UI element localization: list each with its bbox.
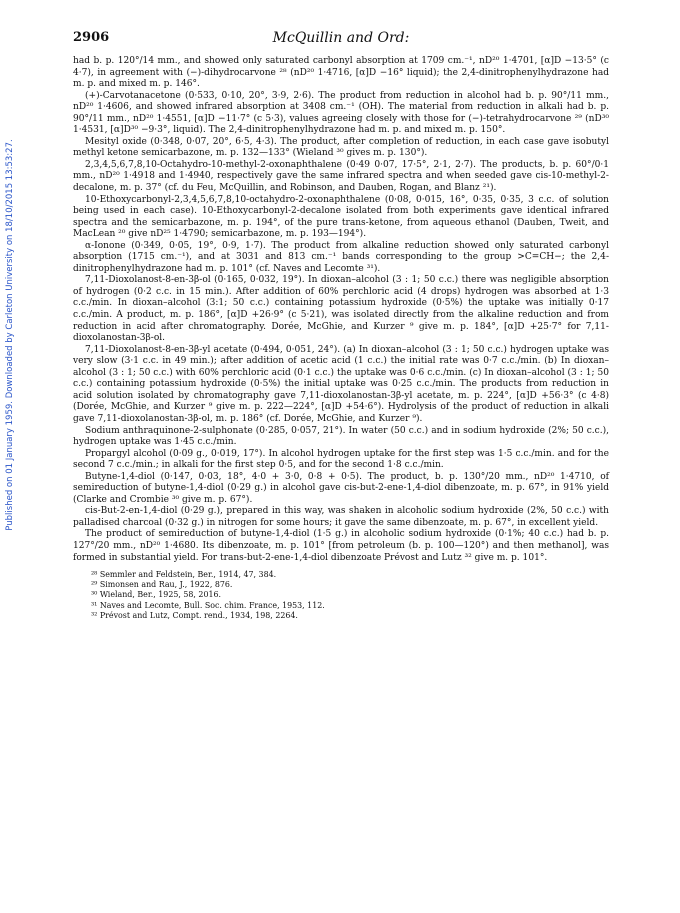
running-title: McQuillin and Ord: — [272, 30, 410, 46]
footnote-references — [73, 570, 609, 621]
paragraph: α-Ionone (0·349, 0·05, 19°, 0·9, 1·7). The product from alkaline reduction showed only saturated carbonyl absorption (1715 cm.⁻¹), and at 3031 and 813 cm.⁻¹ bands corresponding to the group >C=CH−; the 2,4-dinitrophenylhydrazone had m. p. 101° (cf. Naves and Lecomte ³¹). — [73, 240, 609, 274]
paragraph: The product of semireduction of butyne-1,4-diol (1·5 g.) in alcoholic sodium hydroxide (0·1%; 40 c.c.) had b. p. 127°/20 mm., nD²⁰ 1·4680. Its dibenzoate, m. p. 101° [from petroleum (b. p. 100—120°) and then methanol], was formed in substantial yield. For trans-but-2-ene-1,4-diol dibenzoate Prévost and Lutz ³² give m. p. 101°. — [73, 529, 609, 563]
reference-item: ²⁹ Simonsen and Rau, J., 1922, 876. — [91, 580, 233, 590]
paragraph: 7,11-Dioxolanost-8-en-3β-ol (0·165, 0·032, 19°). In dioxan–alcohol (3 : 1; 50 c.c.) there was negligible absorption of hydrogen (0·2 c.c. in 15 min.). After addition of 60% perchloric acid (4 drops) hydrogen was absorbed at 1·3 c.c./min. In dioxan–alcohol (3:1; 50 c.c.) containing potassium hydroxide (0·5%) the uptake was initially 0·17 c.c./min. A product, m. p. 186°, [α]D +26·9° (c 5·21), was isolated directly from the alkaline reduction and from reduction in acid after chromatography. Dorée, McGhie, and Kurzer ⁹ give m. p. 184°, [α]D +25·7° for 7,11-dioxolanostan-3β-ol. — [73, 275, 609, 344]
reference-item: ²⁸ Semmler and Feldstein, Ber., 1914, 47, 384. — [91, 570, 277, 580]
paragraph: had b. p. 120°/14 mm., and showed only saturated carbonyl absorption at 1709 cm.⁻¹, nD²⁰ 1·4701, [α]D −13·5° (c 4·7), in agreement with (−)-dihydrocarvone ²⁸ (nD²⁰ 1·4716, [α]D −16° liquid); the 2,4-dinitrophenylhydrazone had m. p. and mixed m. p. 146°. — [73, 56, 609, 90]
paragraph: Mesityl oxide (0·348, 0·07, 20°, 6·5, 4·3). The product, after completion of reduction, in each case gave isobutyl methyl ketone semicarbazone, m. p. 132—133° (Wieland ³⁰ gives m. p. 130°). — [73, 136, 609, 159]
paragraph: Propargyl alcohol (0·09 g., 0·019, 17°). In alcohol hydrogen uptake for the first step was 1·5 c.c./min. and for the second 7 c.c./min.; in alkali for the first step 0·5, and for the second 1·8 c.c./min. — [73, 448, 609, 471]
paragraph: (+)-Carvotanacetone (0·533, 0·10, 20°, 3·9, 2·6). The product from reduction in alcohol had b. p. 90°/11 mm., nD²⁰ 1·4606, and showed infrared absorption at 3408 cm.⁻¹ (OH). The material from reduction in alkali had b. p. 90°/11 mm., nD²⁰ 1·4551, [α]D −11·7° (c 5·3), values agreeing closely with those for (−)-tetrahydrocarvone ²⁹ (nD³⁰ 1·4531, [α]D³⁰ −9·3°, liquid). The 2,4-dinitrophenylhydrazone had m. p. and mixed m. p. 150°. — [73, 90, 609, 136]
paragraph: 2,3,4,5,6,7,8,10-Octahydro-10-methyl-2-oxonaphthalene (0·49 0·07, 17·5°, 2·1, 2·7). The products, b. p. 60°/0·1 mm., nD²⁰ 1·4918 and 1·4940, respectively gave the same infrared spectra and when seeded gave cis-10-methyl-2-decalone, m. p. 37° (cf. du Feu, McQuillin, and Robinson, and Dauben, Rogan, and Blanz ²¹). — [73, 159, 609, 194]
reference-item: ³² Prévost and Lutz, Compt. rend., 1934, 198, 2264. — [91, 610, 298, 620]
paragraph: 10-Ethoxycarbonyl-2,3,4,5,6,7,8,10-octahydro-2-oxonaphthalene (0·08, 0·015, 16°, 0·35, 0·35, 3 c.c. of solution being used in each case). 10-Ethoxycarbonyl-2-decalone isolated from both experiments gave identical infrared spectra and the semicarbazone, m. p. 194°, of the pure trans-ketone, from aqueous ethanol (Dauben, Tweit, and MacLean ²⁰ give nD²⁵ 1·4790; semicarbazone, m. p. 193—194°). — [73, 194, 609, 240]
reference-item: ³⁰ Wieland, Ber., 1925, 58, 2016. — [91, 590, 222, 600]
paragraph: Sodium anthraquinone-2-sulphonate (0·285, 0·057, 21°). In water (50 c.c.) and in sodium hydroxide (2%; 50 c.c.), hydrogen uptake was 1·45 c.c./min. — [73, 425, 609, 448]
article-body — [73, 56, 609, 621]
paragraph: 7,11-Dioxolanost-8-en-3β-yl acetate (0·494, 0·051, 24°). (a) In dioxan–alcohol (3 : 1; 50 c.c.) hydrogen uptake was very slow (3·1 c.c. in 49 min.); after addition of acetic acid (1 c.c.) the initial rate was 0·7 c.c./min. (b) In dioxan–alcohol (3 : 1; 50 c.c.) with 60% perchloric acid (0·1 c.c.) the uptake was 0·6 c.c./min. (c) In dioxan–alcohol (3 : 1; 50 c.c.) containing potassium hydroxide (0·5%) the initial uptake was 0·25 c.c./min. The products from reduction in acid solution isolated by chromatography gave 7,11-dioxolanostan-3β-yl acetate, m. p. 224°, [α]D +56·3° (c 4·8) (Dorée, McGhie, and Kurzer ⁹ give m. p. 222—224°, [α]D +54·6°). Hydrolysis of the product of reduction in alkali gave 7,11-dioxolanostan-3β-ol, m. p. 186° (cf. Dorée, McGhie, and Kurzer ⁹). — [73, 344, 609, 424]
download-watermark: Published on 01 January 1959. Downloaded by Carleton University on 18/10/2015 13:53:27. — [5, 139, 15, 531]
reference-item: ³¹ Naves and Lecomte, Bull. Soc. chim. France, 1953, 112. — [91, 600, 325, 610]
page-header — [73, 30, 609, 50]
page-number: 2906 — [73, 30, 110, 45]
paragraph: Butyne-1,4-diol (0·147, 0·03, 18°, 4·0 + 3·0, 0·8 + 0·5). The product, b. p. 130°/20 mm., nD²⁰ 1·4710, of semireduction of butyne-1,4-diol (0·29 g.) in alcohol gave cis-but-2-ene-1,4-diol dibenzoate, m. p. 67°, in 91% yield (Clarke and Crombie ³⁰ give m. p. 67°). — [73, 471, 609, 505]
paragraph: cis-But-2-en-1,4-diol (0·29 g.), prepared in this way, was shaken in alcoholic sodium hydroxide (2%, 50 c.c.) with palladised charcoal (0·32 g.) in nitrogen for some hours; it gave the same dibenzoate, m. p. 67°, in excellent yield. — [73, 506, 609, 528]
